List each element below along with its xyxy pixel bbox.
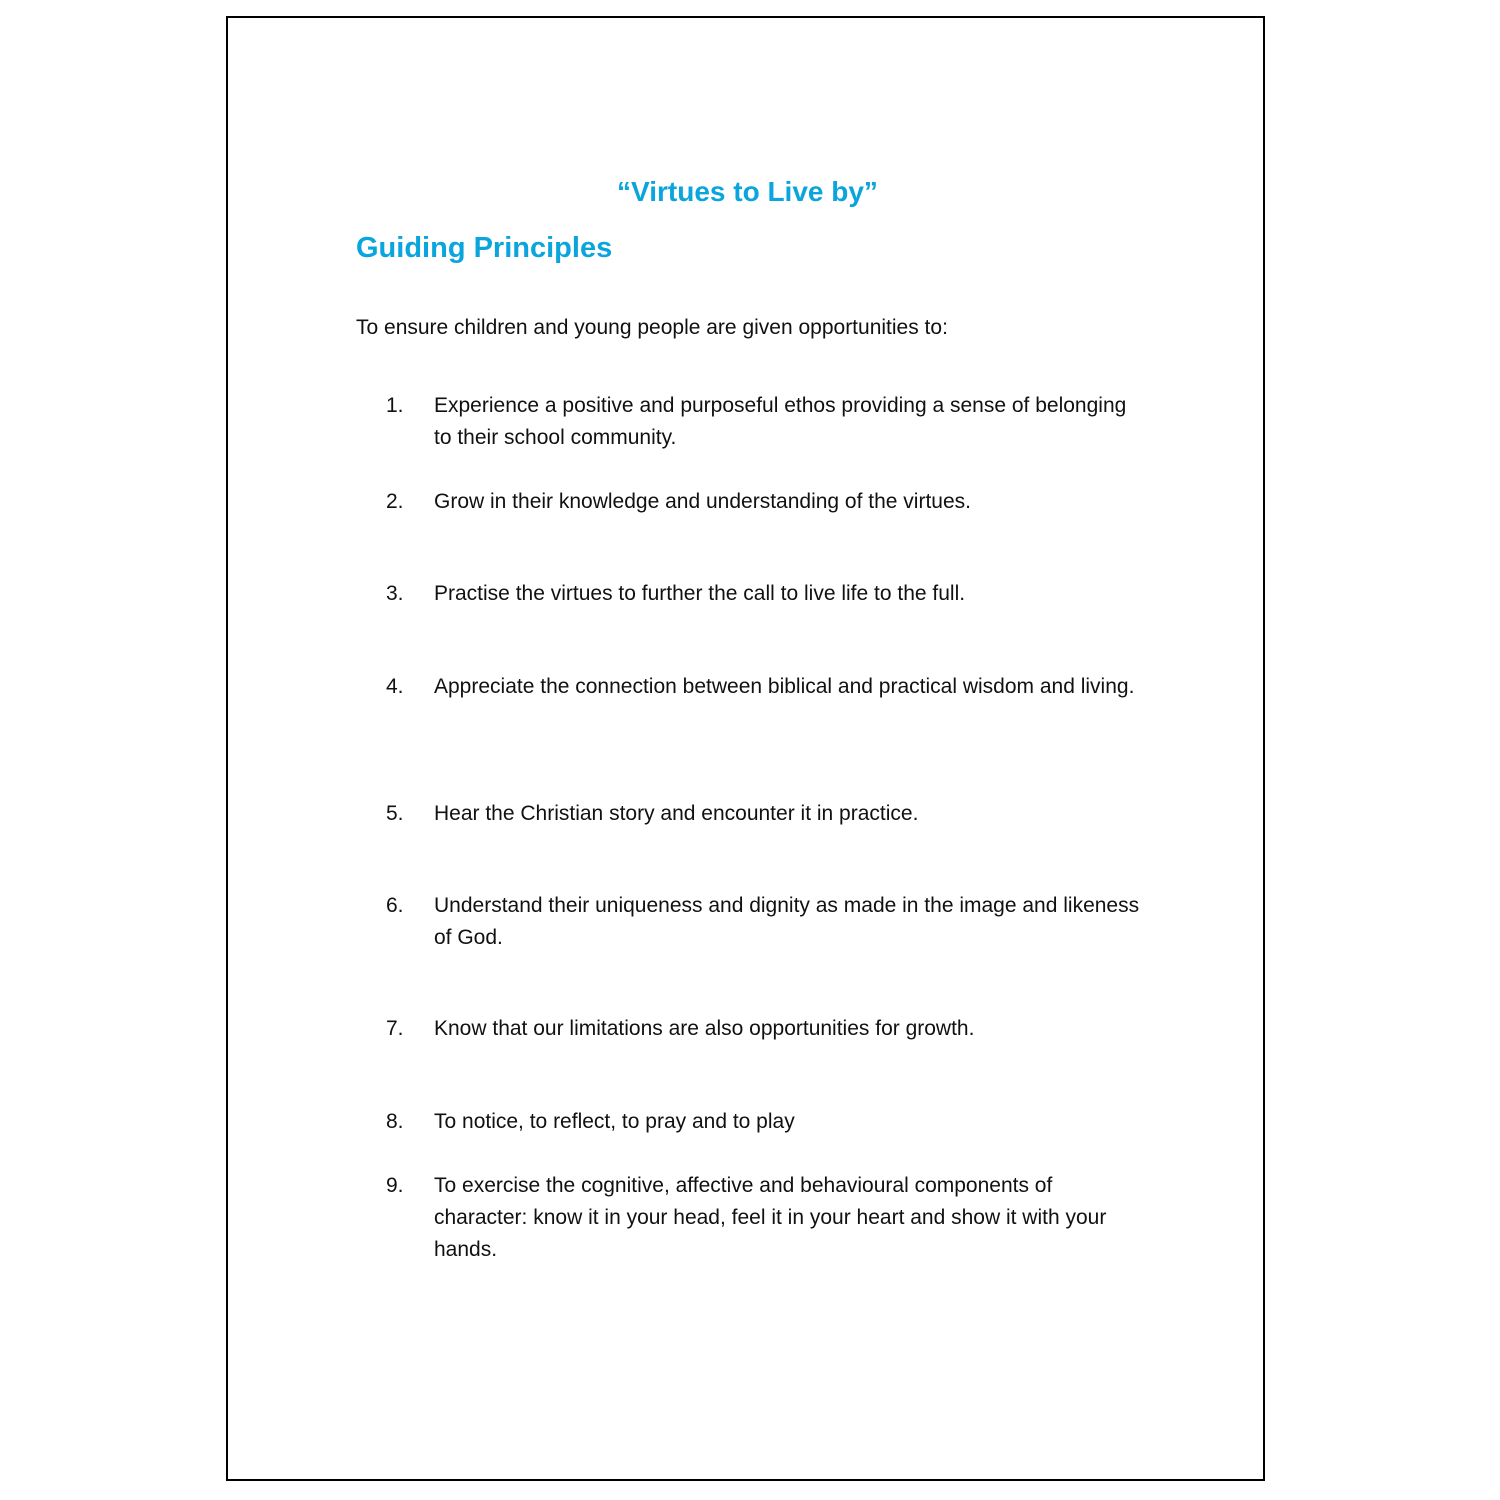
document-page [226,16,1265,1481]
list-item [386,1013,1146,1045]
list-item [386,890,1146,954]
intro-paragraph: To ensure children and young people are given opportunities to: [356,316,948,339]
list-item-number: 7. [386,1017,404,1040]
list-item [386,486,1146,518]
document-title: “Virtues to Live by” [617,176,878,207]
list-item-text: To exercise the cognitive, affective and behavioural components of character: know it in your head, feel it in your heart and show it with your hands. [434,1174,1107,1261]
list-item-number: 6. [386,894,404,917]
list-item-text: To notice, to reflect, to pray and to play [434,1110,795,1133]
list-item [386,798,1146,830]
section-heading: Guiding Principles [356,232,613,264]
list-item-text: Understand their uniqueness and dignity as made in the image and likeness of God. [434,894,1140,949]
list-item-text: Know that our limitations are also opportunities for growth. [434,1017,975,1040]
list-item-text: Practise the virtues to further the call to live life to the full. [434,582,966,605]
list-item-number: 9. [386,1174,404,1197]
list-item [386,671,1146,703]
list-item [386,1106,1146,1138]
list-item [386,578,1146,610]
list-item-number: 2. [386,490,404,513]
list-item-number: 1. [386,394,404,417]
list-item [386,390,1146,454]
list-item-text: Hear the Christian story and encounter it in practice. [434,802,919,825]
list-item-number: 4. [386,675,404,698]
list-item-text: Experience a positive and purposeful ethos providing a sense of belonging to their school community. [434,394,1127,449]
list-item-number: 3. [386,582,404,605]
list-item-number: 5. [386,802,404,825]
list-item [386,1170,1146,1266]
list-item-text: Appreciate the connection between biblical and practical wisdom and living. [434,675,1135,698]
list-item-number: 8. [386,1110,404,1133]
list-item-text: Grow in their knowledge and understanding of the virtues. [434,490,971,513]
